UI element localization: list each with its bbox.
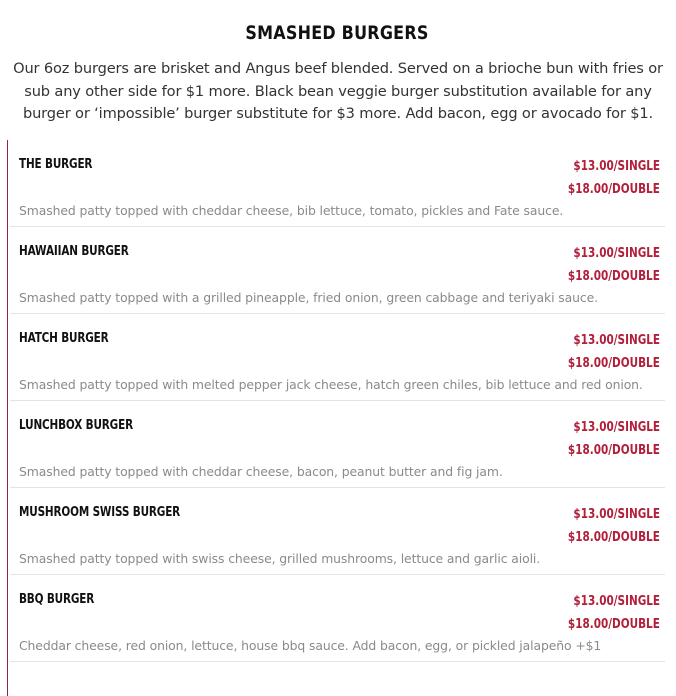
- menu-item-description: Cheddar cheese, red onion, lettuce, house bbq sauce. Add bacon, egg, or pickled jalapeño +$1: [19, 638, 602, 653]
- menu-item-list: [0, 140, 676, 696]
- menu-item-name: THE BURGER: [19, 157, 93, 172]
- price-single: $13.00/SINGLE: [573, 594, 660, 609]
- menu-item-hawaiian-burger: [10, 227, 665, 314]
- menu-item-description: Smashed patty topped with a grilled pineapple, fried onion, green cabbage and teriyaki sauce.: [19, 290, 598, 305]
- menu-item-description: Smashed patty topped with melted pepper jack cheese, hatch green chiles, bib lettuce and red onion.: [19, 377, 643, 392]
- menu-item-description: Smashed patty topped with cheddar cheese, bib lettuce, tomato, pickles and Fate sauce.: [19, 203, 564, 218]
- price-double: $18.00/DOUBLE: [568, 269, 660, 284]
- price-double: $18.00/DOUBLE: [568, 356, 660, 371]
- menu-item-name: BBQ BURGER: [19, 592, 95, 607]
- menu-item-name: HAWAIIAN BURGER: [19, 244, 129, 259]
- menu-item-lunchbox-burger: [10, 401, 665, 488]
- menu-item-bbq-burger: [10, 575, 665, 662]
- price-double: $18.00/DOUBLE: [568, 443, 660, 458]
- price-double: $18.00/DOUBLE: [568, 182, 660, 197]
- menu-item-name: HATCH BURGER: [19, 331, 109, 346]
- menu-item-the-burger: [10, 140, 665, 227]
- menu-item-description: Smashed patty topped with swiss cheese, grilled mushrooms, lettuce and garlic aioli.: [19, 551, 541, 566]
- menu-item-hatch-burger: [10, 314, 665, 401]
- menu-item-mushroom-swiss-burger: [10, 488, 665, 575]
- price-single: $13.00/SINGLE: [573, 333, 660, 348]
- menu-item-name: MUSHROOM SWISS BURGER: [19, 505, 181, 520]
- price-double: $18.00/DOUBLE: [568, 617, 660, 632]
- section-intro: Our 6oz burgers are brisket and Angus beef blended. Served on a brioche bun with fries or sub any other side for $1 more. Black bean veggie burger substitution available for any burger or ‘impossible’ burger substitute for $3 more. Add bacon, egg or avocado for $1.: [13, 60, 663, 122]
- price-single: $13.00/SINGLE: [573, 159, 660, 174]
- menu-item-name: LUNCHBOX BURGER: [19, 418, 133, 433]
- price-single: $13.00/SINGLE: [573, 507, 660, 522]
- price-double: $18.00/DOUBLE: [568, 530, 660, 545]
- menu-item-description: Smashed patty topped with cheddar cheese, bacon, peanut butter and fig jam.: [19, 464, 503, 479]
- price-single: $13.00/SINGLE: [573, 420, 660, 435]
- left-accent-rule: [7, 140, 8, 696]
- section-title: SMASHED BURGERS: [245, 22, 429, 44]
- price-single: $13.00/SINGLE: [573, 246, 660, 261]
